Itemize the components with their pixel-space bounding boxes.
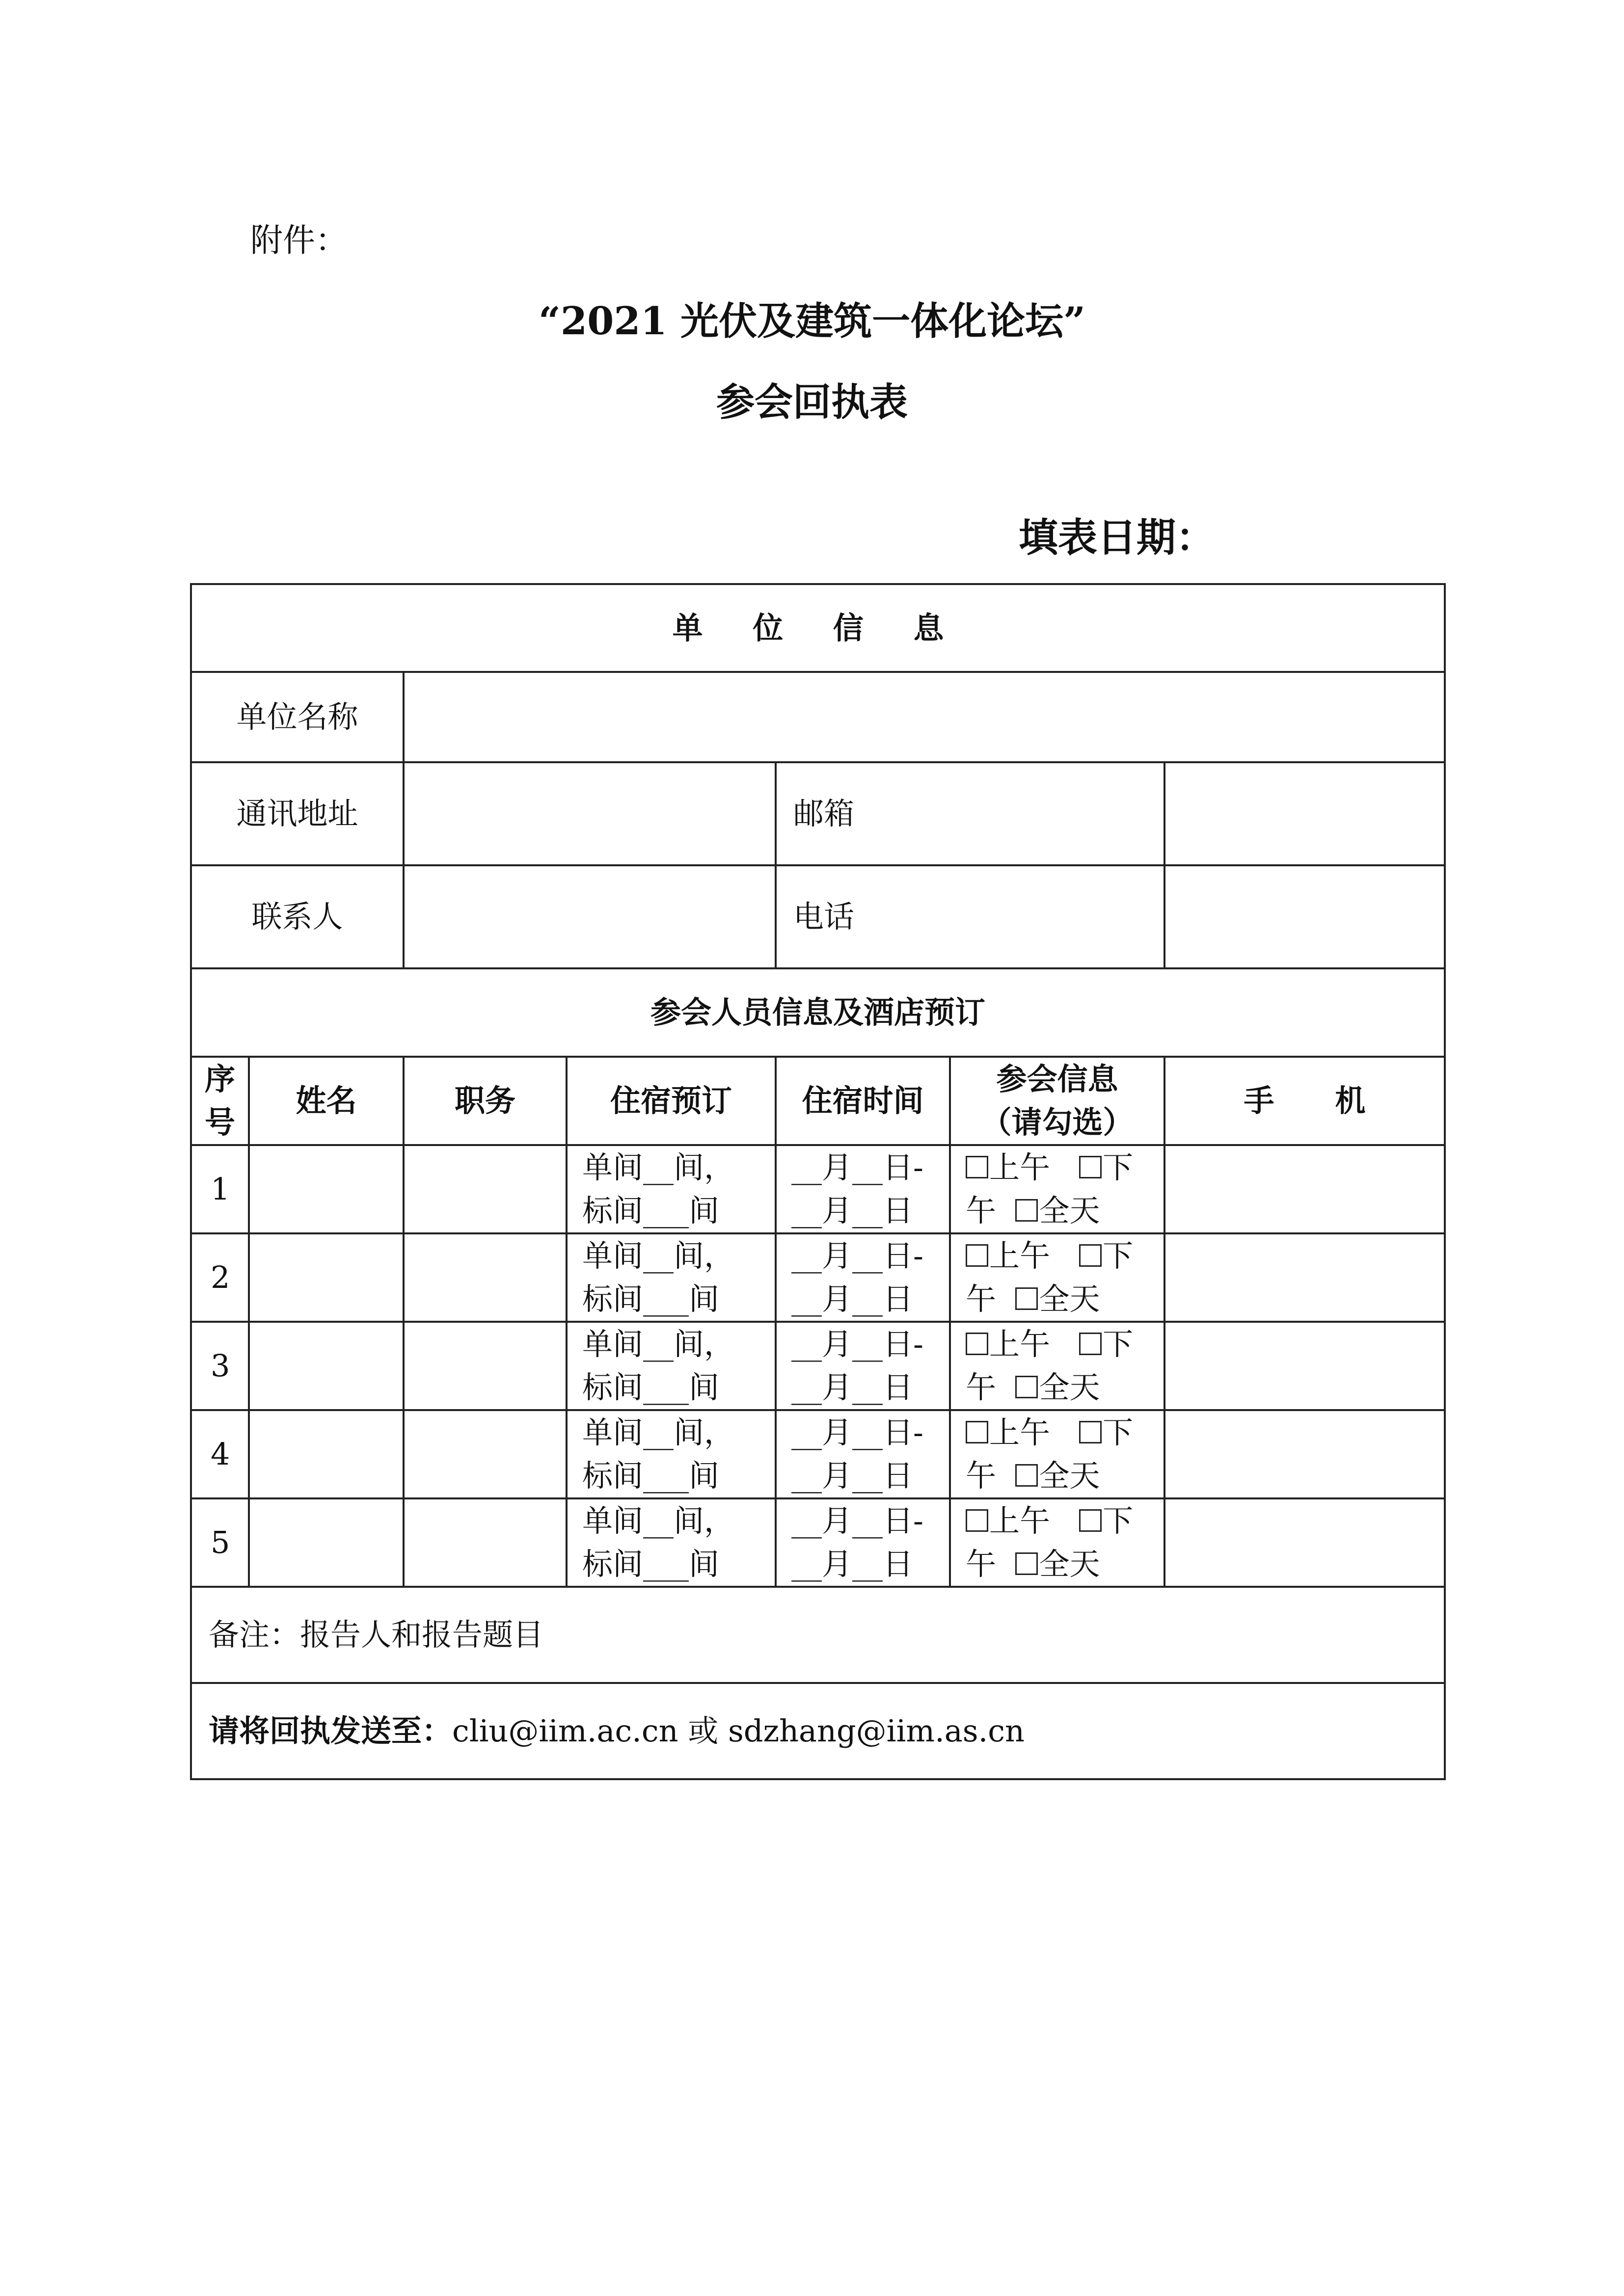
row-booking[interactable] (567, 1498, 776, 1587)
time-line1: __月__日- (791, 1415, 923, 1450)
option-am-label: 上午 (989, 1149, 1051, 1185)
address-label: 通讯地址 (191, 762, 404, 865)
checkbox-full-day[interactable] (1015, 1552, 1038, 1575)
row-seq: 5 (191, 1498, 249, 1587)
option-full-label: 全天 (1039, 1458, 1100, 1494)
row-attend-options (950, 1233, 1164, 1322)
time-line2: __月__日 (791, 1546, 914, 1582)
attendees-section-title: 参会人员信息及酒店预订 (191, 968, 1445, 1057)
checkbox-full-day[interactable] (1015, 1287, 1038, 1310)
row-mobile-field[interactable] (1164, 1322, 1445, 1410)
contact-field[interactable] (404, 865, 776, 968)
attachment-label: 附件： (250, 221, 348, 259)
attendee-row (191, 1322, 1445, 1410)
time-line1: __月__日- (791, 1326, 923, 1362)
attendee-row (191, 1498, 1445, 1587)
row-name-field[interactable] (249, 1410, 404, 1498)
remarks-row (191, 1587, 1445, 1683)
col-header-mobile: 手 机 (1164, 1057, 1445, 1145)
unit-info-header-row (191, 584, 1445, 672)
option-pm-label-b: 午 (966, 1458, 997, 1494)
checkbox-pm[interactable] (1079, 1509, 1102, 1532)
col-header-position: 职务 (404, 1057, 567, 1145)
checkbox-full-day[interactable] (1015, 1464, 1038, 1487)
option-pm-label-a: 下 (1103, 1415, 1134, 1450)
checkbox-pm[interactable] (1079, 1421, 1102, 1443)
booking-line1: 单间__间， (582, 1238, 735, 1274)
col-header-attend-line2: （请勾选） (981, 1104, 1134, 1140)
attendee-row (191, 1410, 1445, 1498)
row-attend-options (950, 1410, 1164, 1498)
row-name-field[interactable] (249, 1498, 404, 1587)
attendee-row (191, 1233, 1445, 1322)
col-header-booking: 住宿预订 (567, 1057, 776, 1145)
checkbox-full-day[interactable] (1015, 1199, 1038, 1222)
col-header-attend-line1: 参会信息 (996, 1061, 1118, 1097)
contact-row (191, 865, 1445, 968)
row-position-field[interactable] (404, 1233, 567, 1322)
option-pm-label-b: 午 (966, 1369, 997, 1405)
booking-line2: 标间___间 (582, 1369, 720, 1405)
option-pm-label-a: 下 (1103, 1149, 1134, 1185)
time-line1: __月__日- (791, 1503, 923, 1539)
row-attend-options (950, 1322, 1164, 1410)
row-attend-options (950, 1145, 1164, 1233)
email-label: 邮箱 (776, 762, 1164, 865)
time-line1: __月__日- (791, 1149, 923, 1185)
row-booking[interactable] (567, 1145, 776, 1233)
col-header-seq-line1: 序 (204, 1061, 235, 1097)
contact-label: 联系人 (191, 865, 404, 968)
row-position-field[interactable] (404, 1145, 567, 1233)
form-subtitle: 参会回执表 (716, 380, 908, 425)
form-title: “2021 光伏及建筑一体化论坛” (539, 299, 1085, 344)
phone-label: 电话 (776, 865, 1164, 968)
unit-name-label: 单位名称 (191, 672, 404, 762)
booking-line2: 标间___间 (582, 1546, 720, 1582)
row-name-field[interactable] (249, 1322, 404, 1410)
unit-info-section-title: 单 位 信 息 (191, 584, 1445, 672)
col-header-attend-info (950, 1057, 1164, 1145)
fill-date-label: 填表日期： (1019, 514, 1215, 561)
row-attend-options (950, 1498, 1164, 1587)
col-header-seq-line2: 号 (204, 1104, 235, 1140)
row-stay-time[interactable] (776, 1410, 950, 1498)
time-line2: __月__日 (791, 1369, 914, 1405)
option-full-label: 全天 (1039, 1193, 1100, 1228)
booking-line1: 单间__间， (582, 1149, 735, 1185)
row-name-field[interactable] (249, 1145, 404, 1233)
row-position-field[interactable] (404, 1322, 567, 1410)
send-to-label: 请将回执发送至： (209, 1713, 453, 1749)
time-line2: __月__日 (791, 1193, 914, 1228)
option-am-label: 上午 (989, 1503, 1051, 1539)
row-booking[interactable] (567, 1322, 776, 1410)
attendees-header-row (191, 968, 1445, 1057)
time-line2: __月__日 (791, 1281, 914, 1317)
booking-line1: 单间__间， (582, 1415, 735, 1450)
send-to-cell (191, 1683, 1445, 1779)
booking-line2: 标间___间 (582, 1193, 720, 1228)
row-stay-time[interactable] (776, 1322, 950, 1410)
option-am-label: 上午 (989, 1326, 1051, 1362)
option-pm-label-a: 下 (1103, 1238, 1134, 1274)
checkbox-am[interactable] (966, 1421, 988, 1443)
time-line2: __月__日 (791, 1458, 914, 1494)
checkbox-pm[interactable] (1079, 1244, 1102, 1267)
option-full-label: 全天 (1039, 1281, 1100, 1317)
col-header-name: 姓名 (249, 1057, 404, 1145)
time-line1: __月__日- (791, 1238, 923, 1274)
row-stay-time[interactable] (776, 1498, 950, 1587)
option-pm-label-b: 午 (966, 1281, 997, 1317)
checkbox-am[interactable] (966, 1156, 988, 1178)
col-header-seq (191, 1057, 249, 1145)
option-pm-label-b: 午 (966, 1193, 997, 1228)
send-to-row (191, 1683, 1445, 1779)
row-mobile-field[interactable] (1164, 1410, 1445, 1498)
option-am-label: 上午 (989, 1415, 1051, 1450)
checkbox-pm[interactable] (1079, 1156, 1102, 1178)
row-mobile-field[interactable] (1164, 1233, 1445, 1322)
col-header-stay-time: 住宿时间 (776, 1057, 950, 1145)
option-am-label: 上午 (989, 1238, 1051, 1274)
option-pm-label-b: 午 (966, 1546, 997, 1582)
row-stay-time[interactable] (776, 1145, 950, 1233)
row-seq: 3 (191, 1322, 249, 1410)
checkbox-pm[interactable] (1079, 1333, 1102, 1355)
remarks-field[interactable]: 备注：报告人和报告题目 (191, 1587, 1445, 1683)
booking-line2: 标间___间 (582, 1458, 720, 1494)
option-pm-label-a: 下 (1103, 1503, 1134, 1539)
option-pm-label-a: 下 (1103, 1326, 1134, 1362)
row-seq: 1 (191, 1145, 249, 1233)
booking-line2: 标间___间 (582, 1281, 720, 1317)
checkbox-am[interactable] (966, 1509, 988, 1532)
row-seq: 2 (191, 1233, 249, 1322)
address-row (191, 762, 1445, 865)
send-to-emails: cliu@iim.ac.cn 或 sdzhang@iim.as.cn (452, 1713, 1025, 1749)
booking-line1: 单间__间， (582, 1326, 735, 1362)
phone-field[interactable] (1164, 865, 1445, 968)
registration-form-table (190, 583, 1446, 1780)
address-field[interactable] (404, 762, 776, 865)
checkbox-am[interactable] (966, 1244, 988, 1267)
unit-name-row (191, 672, 1445, 762)
row-mobile-field[interactable] (1164, 1498, 1445, 1587)
checkbox-am[interactable] (966, 1333, 988, 1355)
row-mobile-field[interactable] (1164, 1145, 1445, 1233)
row-stay-time[interactable] (776, 1233, 950, 1322)
option-full-label: 全天 (1039, 1546, 1100, 1582)
row-booking[interactable] (567, 1233, 776, 1322)
option-full-label: 全天 (1039, 1369, 1100, 1405)
checkbox-full-day[interactable] (1015, 1376, 1038, 1398)
row-seq: 4 (191, 1410, 249, 1498)
row-position-field[interactable] (404, 1410, 567, 1498)
email-field[interactable] (1164, 762, 1445, 865)
row-name-field[interactable] (249, 1233, 404, 1322)
attendee-row (191, 1145, 1445, 1233)
unit-name-field[interactable] (404, 672, 1445, 762)
row-position-field[interactable] (404, 1498, 567, 1587)
attendees-column-headers (191, 1057, 1445, 1145)
booking-line1: 单间__间， (582, 1503, 735, 1539)
row-booking[interactable] (567, 1410, 776, 1498)
